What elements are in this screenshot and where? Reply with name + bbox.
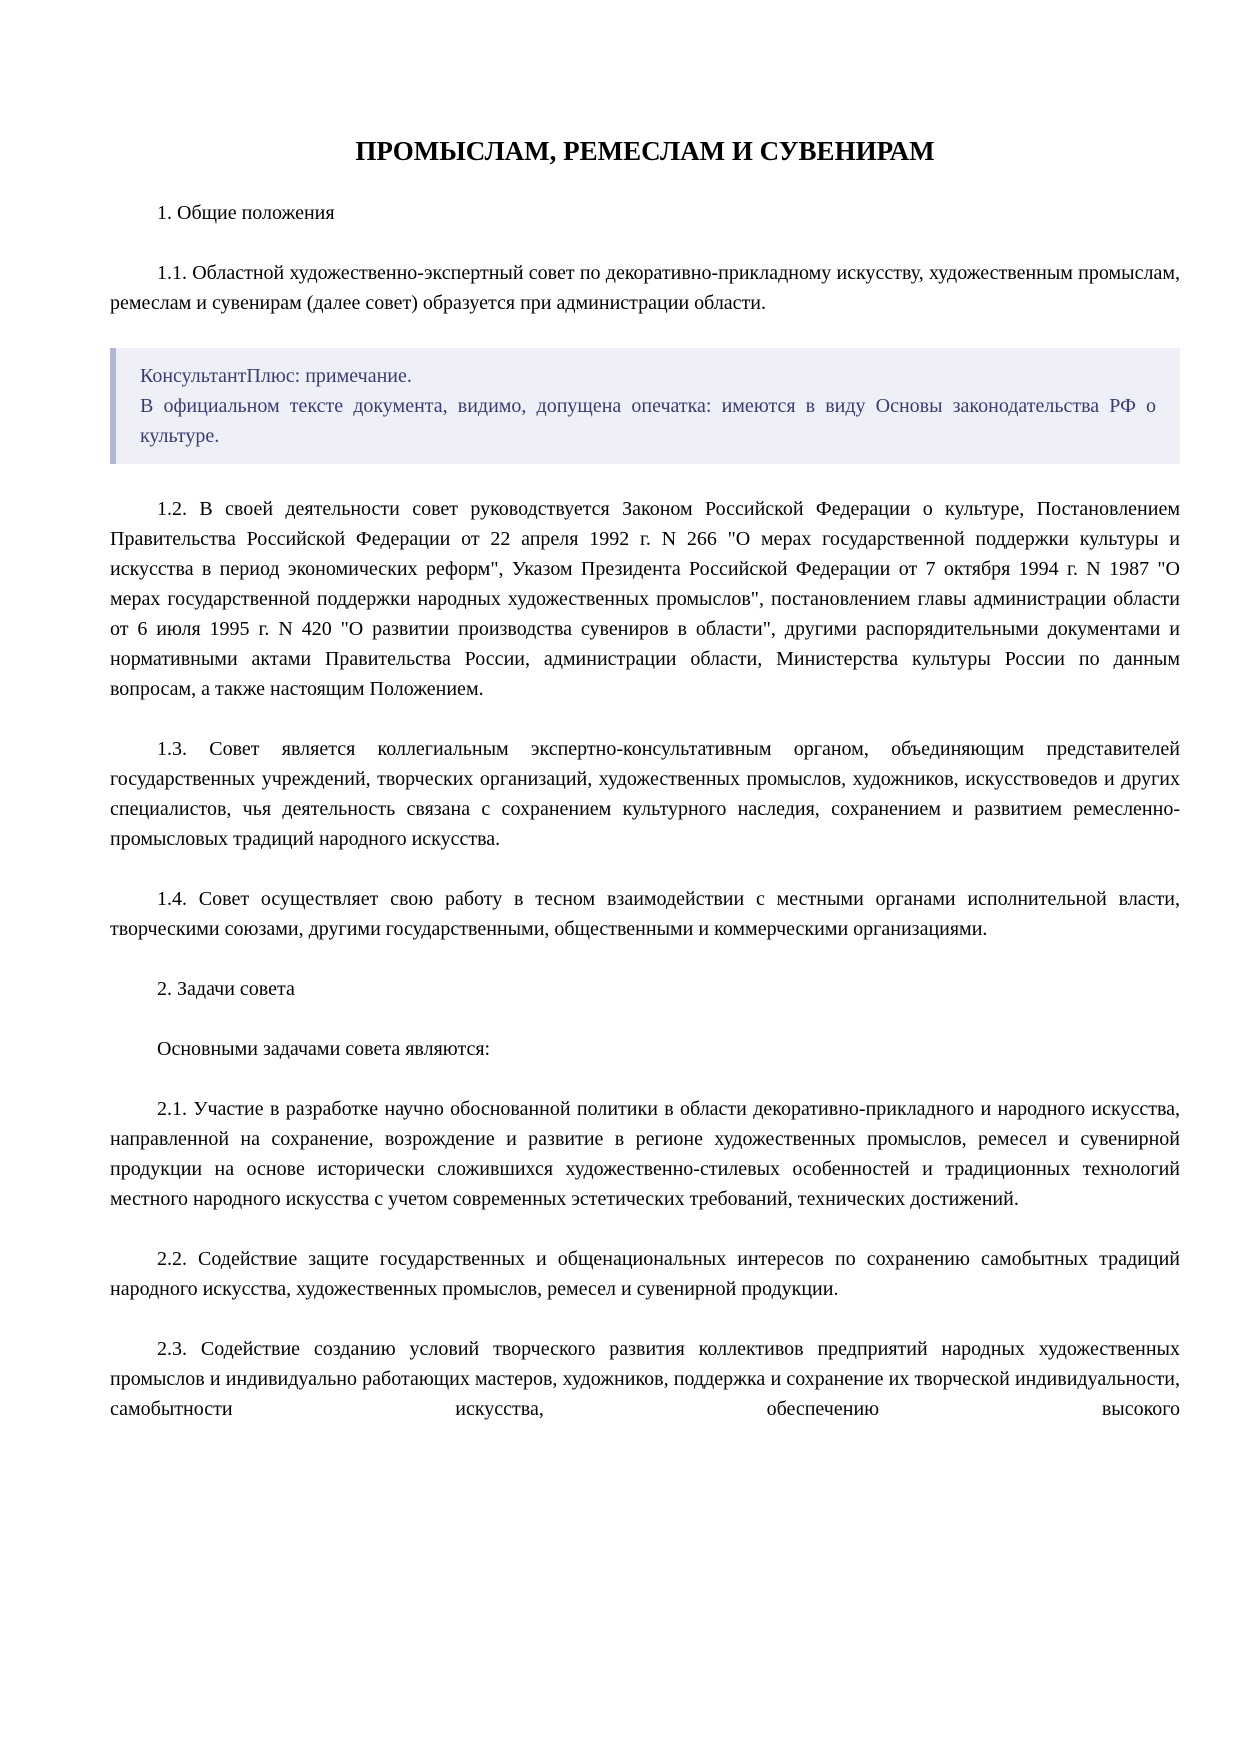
consultant-note xyxy=(110,348,1180,464)
paragraph-1-2: 1.2. В своей деятельности совет руководствуется Законом Российской Федерации о культуре, Постановлением Правительства Российской Федерации от 22 апреля 1992 г. N 266 "О мерах государственной поддержки культуры и искусства в период экономических реформ", Указом Президента Российской Федерации от 7 октября 1994 г. N 1987 "О мерах государственной поддержки народных художественных промыслов", постановлением главы администрации области от 6 июля 1995 г. N 420 "О развитии производства сувениров в области", другими распорядительными документами и нормативными актами Правительства России, администрации области, Министерства культуры России по данным вопросам, а также настоящим Положением. xyxy=(110,498,1180,700)
paragraph-1-3: 1.3. Совет является коллегиальным экспертно-консультативным органом, объединяющим представителей государственных учреждений, творческих организаций, художественных промыслов, художников, искусствоведов и других специалистов, чья деятельность связана с сохранением культурного наследия, сохранением и развитием ремесленно-промысловых традиций народного искусства. xyxy=(110,738,1180,850)
paragraph-2-2: 2.2. Содействие защите государственных и общенациональных интересов по сохранению самобытных традиций народного искусства, художественных промыслов, ремесел и сувенирной продукции. xyxy=(110,1248,1180,1300)
section-2-heading: 2. Задачи совета xyxy=(157,978,295,1000)
note-header: КонсультантПлюс: примечание. xyxy=(140,365,412,387)
note-body: В официальном тексте документа, видимо, допущена опечатка: имеются в виду Основы законодательства РФ о культуре. xyxy=(140,395,1156,447)
paragraph-1-4: 1.4. Совет осуществляет свою работу в тесном взаимодействии с местными органами исполнительной власти, творческими союзами, другими государственными, общественными и коммерческими организациями. xyxy=(110,888,1180,940)
paragraph-1-1: 1.1. Областной художественно-экспертный совет по декоративно-прикладному искусству, художественным промыслам, ремеслам и сувенирам (далее совет) образуется при администрации области. xyxy=(110,262,1180,314)
paragraph-2-1: 2.1. Участие в разработке научно обоснованной политики в области декоративно-прикладного и народного искусства, направленной на сохранение, возрождение и развитие в регионе художественных промыслов, ремесел и сувенирной продукции на основе исторически сложившихся художественно-стилевых особенностей и традиционных технологий местного народного искусства с учетом современных эстетических требований, технических достижений. xyxy=(110,1098,1180,1210)
paragraph-2-3: 2.3. Содействие созданию условий творческого развития коллективов предприятий народных художественных промыслов и индивидуально работающих мастеров, художников, поддержка и сохранение их творческой индивидуальности, самобытности искусства, обеспечению высокого xyxy=(110,1338,1180,1420)
section-1-heading: 1. Общие положения xyxy=(157,202,335,224)
document-title: ПРОМЫСЛАМ, РЕМЕСЛАМ И СУВЕНИРАМ xyxy=(355,136,935,166)
paragraph-2-intro: Основными задачами совета являются: xyxy=(157,1038,491,1060)
